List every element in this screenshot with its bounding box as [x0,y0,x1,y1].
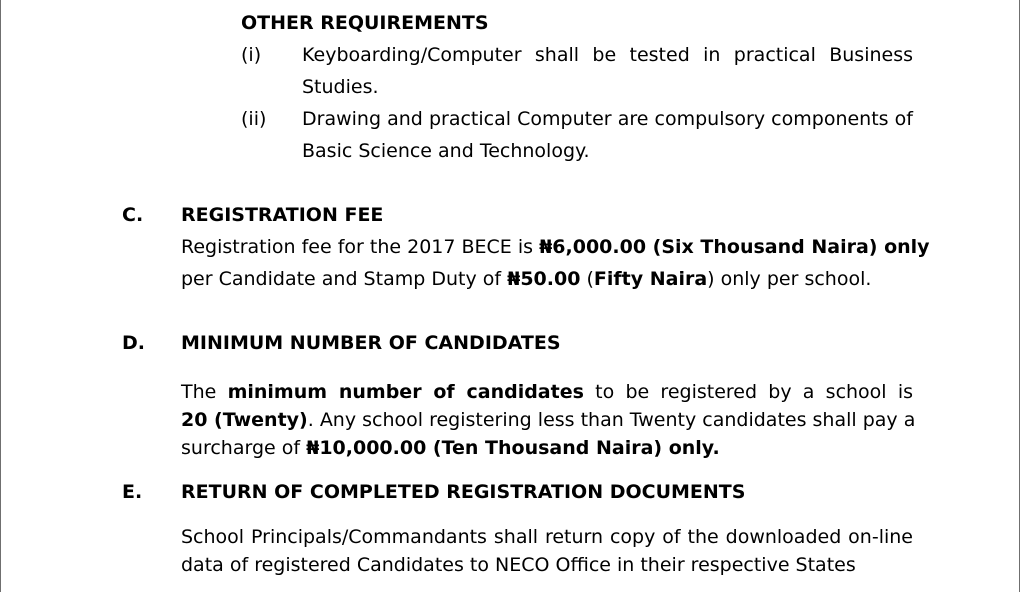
section-c-line-1: Registration fee for the 2017 BECE is ₦6,000.00 (Six Thousand Naira) only [181,236,930,258]
section-d-line-2: 20 (Twenty). Any school registering less than Twenty candidates shall pay a [181,409,916,431]
item-marker: (i) [241,44,262,66]
section-c-letter: C. [122,204,144,226]
section-d-letter: D. [122,332,145,354]
other-requirements-heading: OTHER REQUIREMENTS [241,12,489,34]
section-c-line-2: per Candidate and Stamp Duty of ₦50.00 (Fifty Naira) only per school. [181,268,872,290]
stamp-duty-amount: ₦50.00 [507,268,581,290]
stamp-duty-words: Fifty Naira [593,268,708,290]
page-left-border [0,0,1,592]
item-2-line-2: Basic Science and Technology. [302,140,590,162]
item-1-line-1: Keyboarding/Computer shall be tested in practical Business [302,44,913,66]
section-e-heading: RETURN OF COMPLETED REGISTRATION DOCUMENTS [181,481,746,503]
section-d-line-1: The minimum number of candidates to be registered by a school is [181,381,913,403]
item-2-line-1: Drawing and practical Computer are compulsory components of [302,108,913,130]
section-d-heading: MINIMUM NUMBER OF CANDIDATES [181,332,561,354]
fee-amount: ₦6,000.00 (Six Thousand Naira) only [539,236,930,258]
item-marker: (ii) [241,108,267,130]
section-e-letter: E. [122,481,143,503]
item-1-line-2: Studies. [302,76,379,98]
surcharge-amount: ₦10,000.00 (Ten Thousand Naira) only. [306,437,720,459]
section-e-line-2: data of registered Candidates to NECO Office in their respective States [181,554,856,576]
minimum-number-phrase: minimum number of candidates [227,381,584,403]
section-e-line-1: School Principals/Commandants shall return copy of the downloaded on-line [181,526,913,548]
minimum-count: 20 (Twenty) [181,409,308,431]
section-c-heading: REGISTRATION FEE [181,204,384,226]
section-d-line-3: surcharge of ₦10,000.00 (Ten Thousand Naira) only. [181,437,720,459]
